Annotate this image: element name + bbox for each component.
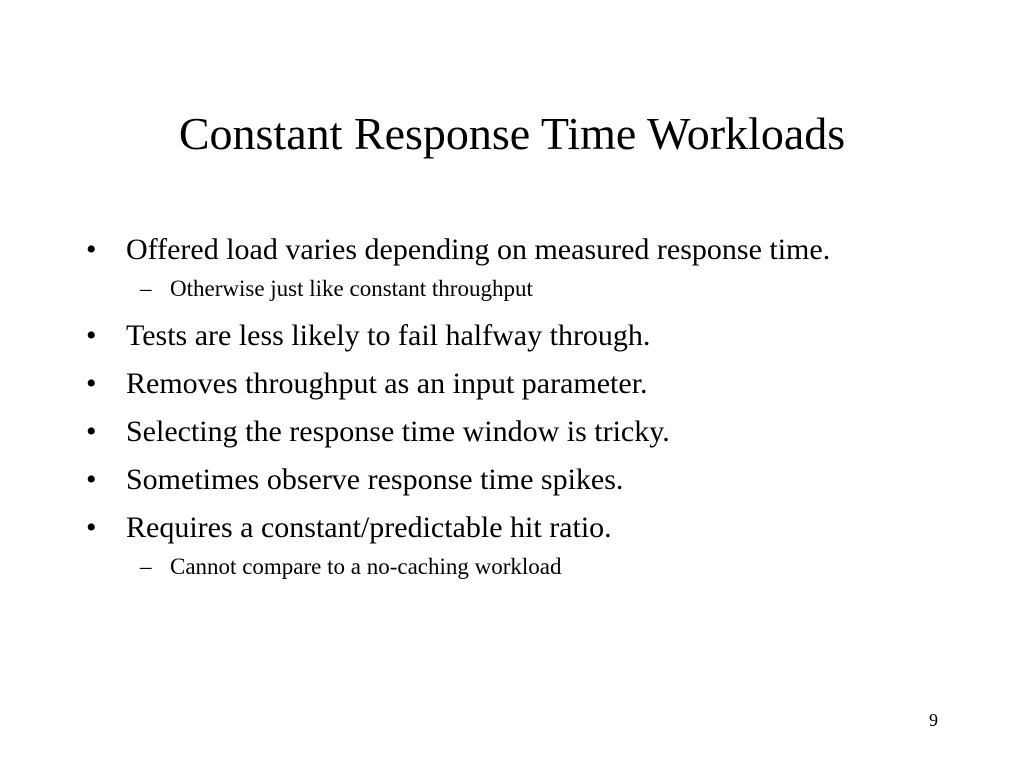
sub-bullet-marker: – [140,276,152,301]
slide-title: Constant Response Time Workloads [178,108,846,159]
bullet-text: Requires a constant/predictable hit ratio. [126,511,612,544]
bullet-text: Selecting the response time window is tricky. [126,415,670,448]
bullet-item [80,226,980,274]
sub-bullet-item [80,546,980,588]
bullet-marker: • [86,319,97,352]
bullet-item [80,360,980,408]
bullet-text: Offered load varies depending on measured response time. [126,233,831,266]
sub-bullet-marker: – [140,554,152,579]
bullet-text: Sometimes observe response time spikes. [126,463,624,496]
bullet-text: Removes throughput as an input parameter. [126,367,648,400]
bullet-item [80,408,980,456]
bullet-marker: • [86,511,97,544]
bullet-marker: • [86,463,97,496]
sub-bullet-item [80,268,980,310]
bullet-item [80,504,980,552]
bullet-marker: • [86,233,97,266]
bullet-list [80,226,980,590]
page-number: 9 [929,710,938,730]
sub-bullet-text: Cannot compare to a no-caching workload [170,554,562,579]
bullet-item [80,456,980,504]
bullet-marker: • [86,415,97,448]
sub-bullet-text: Otherwise just like constant throughput [170,276,533,301]
bullet-text: Tests are less likely to fail halfway through. [126,319,651,352]
bullet-item [80,312,980,360]
bullet-marker: • [86,367,97,400]
